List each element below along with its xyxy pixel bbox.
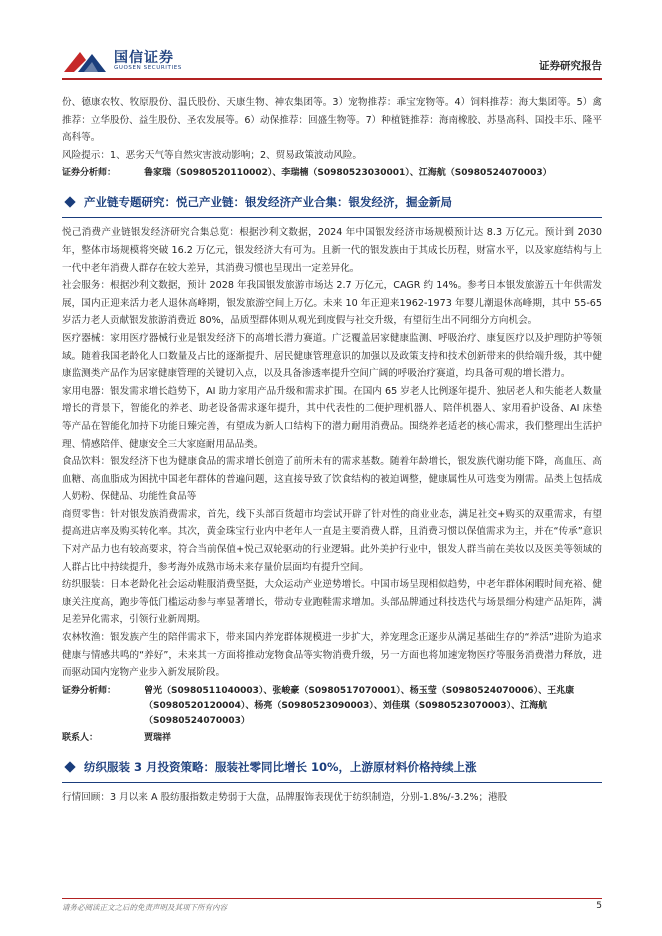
paragraph-medical-devices: 医疗器械：家用医疗器械行业是银发经济下的高增长潜力赛道。广泛覆盖居家健康监测、呼吸治疗、康复医疗以及护理防护等领域。随着我国老龄化人口数量及占比的逐渐提升、居民健康管理意识的加强以及政策支持和技术创新带来的供给端升级，其中健康监测类产品作为居家健康管理的关键切入点，以及具备渗透率提升空间广阔的呼吸治疗赛道，均具备可观的增长潜力。 bbox=[62, 332, 602, 380]
logo-chinese: 国信证券 bbox=[114, 50, 174, 66]
paragraph-home-appliances: 家用电器：银发需求增长趋势下，AI 助力家用产品升级和需求扩围。在国内 65 岁老人比例逐年提升、独居老人和失能老人数量增长的背景下，智能化的养老、助老设备需求逐年提升，其中代表性的二便护理机器人、陪伴机器人、家用看护设备、AI 床垫等产品在智能化加持下功能日臻完善，有望成为新人口结构下的潜力耐用消费品。围绕养老适老的核心需求，我们整理出生活护理、情感陪伴、健康安全三大家庭耐用品品类。 bbox=[62, 385, 602, 450]
main-content bbox=[62, 94, 602, 806]
section-title: 纺织服装 3 月投资策略：服装社零同比增长 10%，上游原材料价格持续上涨 bbox=[84, 759, 477, 774]
footer-divider bbox=[62, 898, 602, 899]
section1-analysts bbox=[62, 684, 602, 729]
section-heading-textile-strategy bbox=[62, 756, 602, 778]
section-heading-silver-economy bbox=[62, 191, 602, 213]
diamond-bullet-icon bbox=[64, 761, 75, 772]
section-divider bbox=[62, 782, 602, 783]
paragraph-market-review: 行情回顾：3 月以来 A 股纺服指数走势弱于大盘，品牌服饰表现优于纺织制造，分别-1.8%/-3.2%；港股 bbox=[62, 791, 508, 803]
section-title: 产业链专题研究：悦己产业链：银发经济产业合集：银发经济，掘金新局 bbox=[84, 195, 452, 210]
guosen-logo bbox=[62, 44, 242, 76]
analyst-names: 鲁家瑞（S0980520110002）、李瑞楠（S0980523030001）、江海航（S0980524070003） bbox=[144, 168, 552, 179]
analyst-names: 曾光（S0980511040003）、张峻豪（S0980517070001）、杨玉莹（S0980524070006）、王兆康（S0980520120004）、杨亮（S0980523090003）、刘佳琪（S0980523070003）、江海航（S0980524070003） bbox=[144, 685, 575, 726]
paragraph-textile-apparel: 纺织服装：日本老龄化社会运动鞋服消费坚挺，大众运动产业逆势增长。中国市场呈现相似趋势，中老年群体闲暇时间充裕、健康关注度高，跑步等低门槛运动参与率显著增长，带动专业跑鞋需求增加。头部品牌通过科技迭代与场景细分构建产品矩阵，满足差异化需求，引领行业新周期。 bbox=[62, 579, 602, 626]
section1-contact bbox=[62, 731, 602, 746]
paragraph-agriculture: 农林牧渔：银发族产生的陪伴需求下，带来国内养宠群体规模进一步扩大，养宠理念正逐步从满足基础生存的“养活”进阶为追求健康与情感共鸣的“养好”，未来其一方面将推动宠物食品等实物消费升级，另一方面也将加速宠物医疗等服务消费潜力释放，进而驱动国内宠物产业步入新发展阶段。 bbox=[62, 632, 602, 679]
analyst-label: 证券分析师： bbox=[62, 685, 117, 696]
analyst-label: 证券分析师： bbox=[62, 168, 117, 179]
paragraph-food-beverage: 食品饮料：银发经济下也为健康食品的需求增长创造了前所未有的需求基数。随着年龄增长，银发族代谢功能下降，高血压、高血糖、高血脂成为困扰中国老年群体的普遍问题，这直接导致了饮食结构的被迫调整，健康属性从可选变为刚需。品类上包括成人奶粉、保健品、功能性食品等 bbox=[62, 456, 602, 503]
intro-recommendations: 份、德康农牧、牧原股份、温氏股份、天康生物、神农集团等。3）宠物推荐：乖宝宠物等。4）饲料推荐：海大集团等。5）禽推荐：立华股份、益生股份、圣农发展等。6）动保推荐：回盛生物等。7）种植链推荐：海南橡胶、苏垦高科、国投丰乐、隆平高科等。 bbox=[62, 97, 602, 144]
paragraph-overview: 悦己消费产业链银发经济研究合集总览：根据沙利文数据，2024 年中国银发经济市场规模预计达 8.3 万亿元。预计到 2030 年，整体市场规模将突破 16.2 万亿元，银发经济大有可为。且新一代的银发族由于其成长历程，财富水平，以及家庭结构与上一代中老年消费人群存在较大差异，其消费习惯也呈现出一定差异化。 bbox=[62, 227, 602, 274]
page-header bbox=[62, 44, 602, 76]
intro-risk: 风险提示：1、恶劣天气等自然灾害波动影响；2、贸易政策波动风险。 bbox=[62, 149, 363, 161]
contact-label: 联系人： bbox=[62, 732, 99, 743]
section-divider bbox=[62, 217, 602, 218]
paragraph-social-services: 社会服务：根据沙利文数据，预计 2028 年我国银发旅游市场达 2.7 万亿元，CAGR 约 14%。参考日本银发旅游五十年供需发展，国内正迎来活力老人退休高峰期，银发旅游空间上万亿。未来 10 年正迎来1962-1973 年婴儿潮退休高峰期，其中 55-65 岁活力老人贡献银发旅游消费近 80%，品质型群体则从观光到度假与社交升级，有望衍生出不同细分方向机会。 bbox=[62, 280, 602, 327]
guosen-logo-icon bbox=[62, 48, 108, 74]
intro-analysts bbox=[62, 166, 602, 181]
diamond-bullet-icon bbox=[64, 197, 75, 208]
paragraph-retail: 商贸零售：针对银发族消费需求，首先，线下头部百货超市均尝试开辟了针对性的商业业态，满足社交+购买的双重需求，有望提高进店率及购买转化率。其次，黄金珠宝行业内中老年人一直是主要消费人群，且消费习惯以保值需求为主，并在“传承”意识下对产品力也有较高要求，符合当前保值+悦己双轮驱动的行业逻辑。此外美护行业中，银发人群当前在美妆以及医美等领域的人群占比中持续提升，参考海外成熟市场未来存量价层面均有提升空间。 bbox=[62, 508, 602, 573]
page-number: 5 bbox=[596, 901, 602, 911]
disclaimer-note: 请务必阅读正文之后的免责声明及其项下所有内容 bbox=[62, 903, 227, 912]
report-type: 证券研究报告 bbox=[539, 60, 602, 72]
logo-english: GUOSEN SECURITIES bbox=[114, 65, 182, 71]
contact-name: 贾瑞祥 bbox=[144, 732, 172, 743]
header-divider bbox=[62, 78, 602, 80]
